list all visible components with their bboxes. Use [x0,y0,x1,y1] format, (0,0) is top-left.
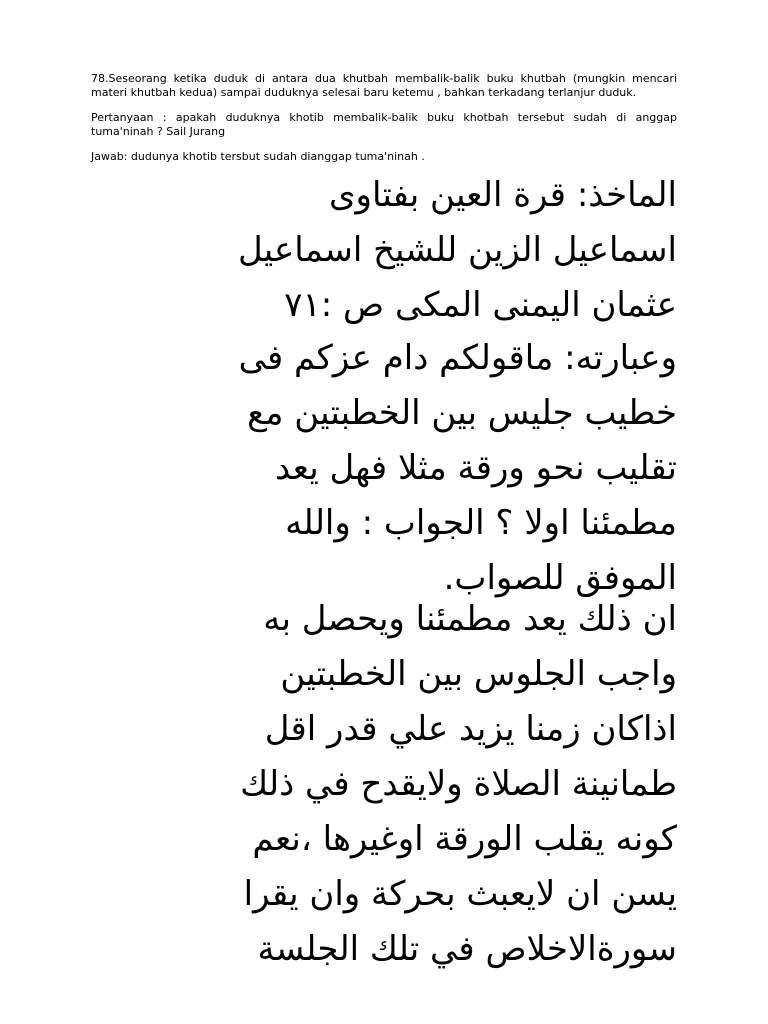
arabic-source-line: الماخذ: قرة العين بفتاوى [328,175,677,215]
arabic-answer-line: طمانينة الصلاة ولايقدح في ذلك [240,764,677,804]
arabic-source-reference [91,168,677,333]
question-intro-paragraph: 78.Seseorang ketika duduk di antara dua khutbah membalik-balik buku khutbah (mungkin mencari materi khutbah kedua) sampai duduknya selesai baru ketemu , bahkan terkadang terlanjur duduk. [91,72,677,99]
arabic-source-line: اسماعيل الزين للشيخ اسماعيل [238,230,677,270]
arabic-quote-line: مطمئنا اولا ؟ الجواب : والله [285,503,677,543]
arabic-answer [91,592,677,977]
answer-paragraph: Jawab: dudunya khotib tersbut sudah dianggap tuma'ninah . [91,150,425,163]
arabic-answer-line: واجب الجلوس بين الخطبتين [280,654,677,694]
question-paragraph: Pertanyaan : apakah duduknya khotib membalik-balik buku khotbah tersebut sudah di anggap tuma'ninah ? Sail Jurang [91,111,677,138]
arabic-quoted-question [91,331,677,606]
arabic-source-line: عثمان اليمنى المكى ص :٧١ [284,285,677,325]
arabic-quote-line: خطيب جليس بين الخطبتين مع [247,393,677,433]
arabic-quote-line: تقليب نحو ورقة مثلا فهل يعد [274,448,677,488]
arabic-answer-line: كونه يقلب الورقة اوغيرها ،نعم [252,819,677,859]
arabic-quote-line: الموفق للصواب. [443,558,677,598]
arabic-answer-line: اذاكان زمنا يزيد علي قدر اقل [264,709,677,749]
arabic-answer-line: ان ذلك يعد مطمئنا ويحصل به [263,599,677,639]
arabic-answer-line: سورةالاخلاص في تلك الجلسة [257,929,677,969]
arabic-quote-line: وعبارته: ماقولكم دام عزكم فى [238,338,677,378]
arabic-answer-line: يسن ان لايعبث بحركة وان يقرا [243,874,677,914]
